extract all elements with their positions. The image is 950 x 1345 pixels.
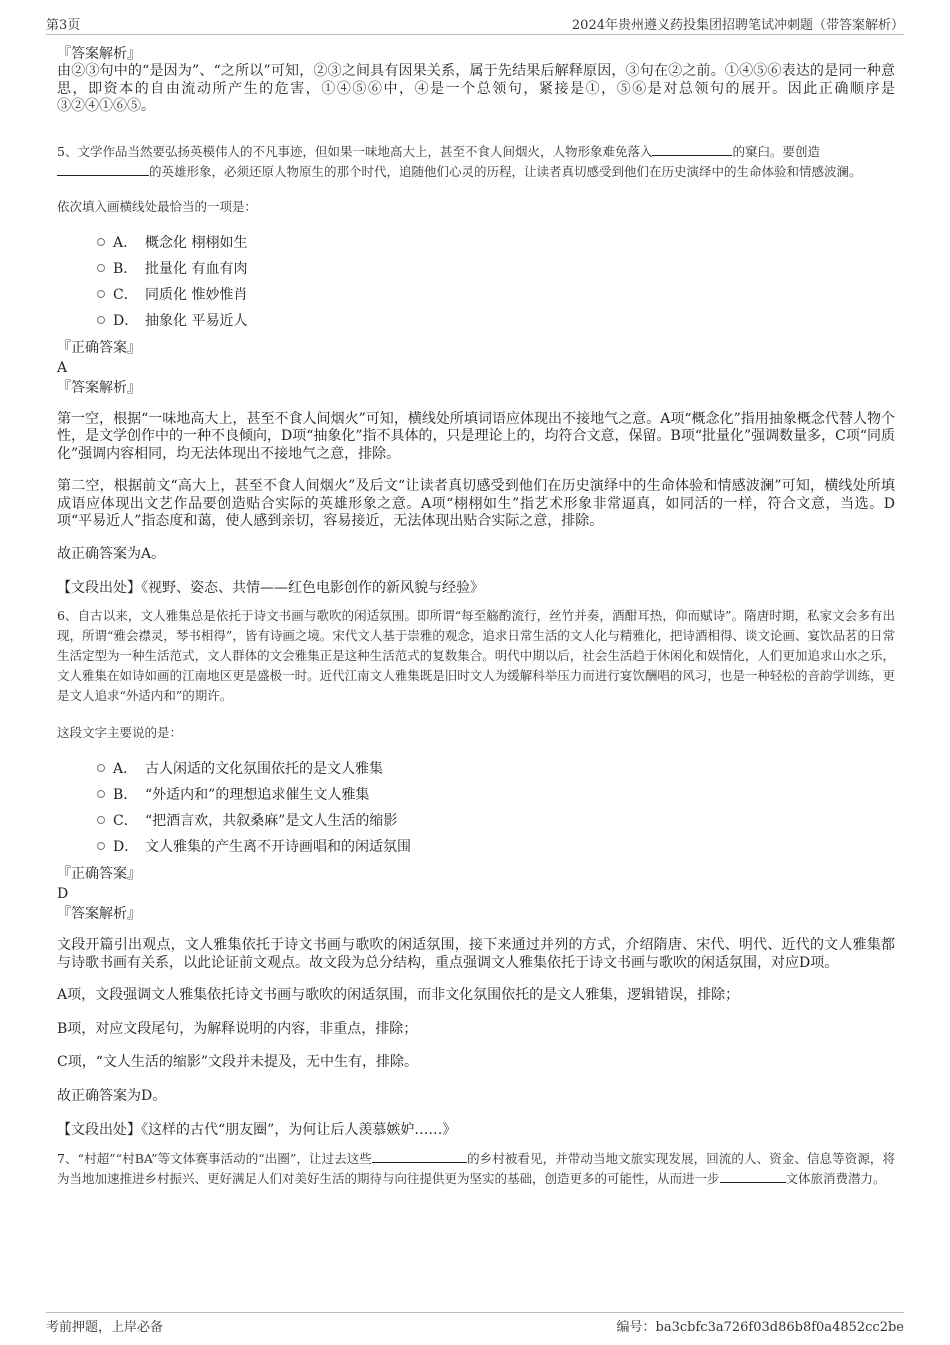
option-text: 古人闲适的文化氛围依托的是文人雅集 xyxy=(145,761,383,777)
fill-blank xyxy=(652,142,732,156)
radio-icon[interactable] xyxy=(97,790,105,798)
correct-answer-label: 『正确答案』 xyxy=(57,866,141,882)
option-text: 抽象化 平易近人 xyxy=(145,312,248,329)
source-citation: 【文段出处】《视野、姿态、共情——红色电影创作的新风貌与经验》 xyxy=(57,580,484,596)
option-d[interactable] xyxy=(57,308,895,334)
radio-icon[interactable] xyxy=(97,764,105,772)
analysis-paragraph-4: C项，“文人生活的缩影”文段并未提及，无中生有，排除。 xyxy=(57,1054,419,1070)
option-b[interactable] xyxy=(57,256,895,282)
option-letter: A． xyxy=(113,761,138,777)
question-7-text-part2: 的乡村被看见，并带动当地文旅实现发展，回流的人、资金、信息等资源，将为当地加速推进乡村振兴、更好满足人们对美好生活的期待与向往提供更为坚实的基础，创造更多的可能性，从而进一步 xyxy=(57,1151,895,1186)
option-text: 批量化 有血有肉 xyxy=(145,260,248,277)
document-id: 编号：ba3cbfc3a726f03d86b8f0a4852cc2be xyxy=(616,1320,904,1335)
question-5-text-part1: 5、文学作品当然要弘扬英模伟人的不凡事迹，但如果一味地高大上，甚至不食人间烟火，人物形象难免落入 xyxy=(57,143,653,159)
question-5-text-part3: 的英雄形象，必须还原人物原生的那个时代，追随他们心灵的历程，让读者真切感受到他们在历史演绎中的生命体验和情感波澜。 xyxy=(149,163,862,179)
correct-answer: D xyxy=(57,886,69,902)
question-5-options xyxy=(57,230,895,334)
radio-icon[interactable] xyxy=(97,238,105,246)
correct-answer-label: 『正确答案』 xyxy=(57,339,141,356)
radio-icon[interactable] xyxy=(97,816,105,824)
radio-icon[interactable] xyxy=(97,290,105,298)
page-content xyxy=(57,46,895,1189)
question-6-text: 6、自古以来，文人雅集总是依托于诗文书画与歌吹的闲适氛围。即所谓“每至觞酌流行，丝竹并奏，酒酣耳热，仰而赋诗”。隋唐时期，私家文会多有出现，所谓“雅会襟灵，琴书相得”，皆有诗画之境。宋代文人基于崇雅的观念，追求日常生活的文人化与精雅化，把诗酒相得、谈文论画、宴饮品茗的日常生活定型为一种生活范式，文人群体的文会雅集正是这种生活范式的复数集合。明代中期以后，社会生活趋于休闲化和娱情化，人们更加追求山水之乐，文人雅集在如诗如画的江南地区更是盛极一时。近代江南文人雅集既是旧时文人为缓解科举压力而进行宴饮酬唱的风习，也是一种轻松的音韵学训练，更是文人追求“外适内和”的期许。 xyxy=(57,608,895,703)
page-header xyxy=(46,14,904,35)
source-citation: 【文段出处】《这样的古代“朋友圈”，为何让后人羡慕嫉妒……》 xyxy=(57,1122,457,1138)
option-letter: D． xyxy=(113,312,139,329)
option-a[interactable] xyxy=(57,230,895,256)
analysis-label: 『答案解析』 xyxy=(57,379,141,396)
option-text: “把酒言欢，共叙桑麻”是文人生活的缩影 xyxy=(145,813,398,829)
option-text: 同质化 惟妙惟肖 xyxy=(145,286,248,303)
analysis-paragraph-2: 第二空，根据前文“高大上，甚至不食人间烟火”及后文“让读者真切感受到他们在历史演绎中的生命体验和情感波澜”可知，横线处所填成语应体现出文艺作品要创造贴合实际的英雄形象之意。A项“栩栩如生”指艺术形象非常逼真，如同活的一样，符合文意，当选。D项“平易近人”指态度和蔼，使人感到亲切，容易接近，无法体现出贴合实际之意，排除。 xyxy=(57,478,895,529)
option-letter: D． xyxy=(113,839,139,855)
correct-answer: A xyxy=(57,359,68,376)
analysis-paragraph-1: 第一空，根据“一味地高大上，甚至不食人间烟火”可知，横线处所填词语应体现出不接地气之意。A项“概念化”指用抽象概念代替人物个性，是文学创作中的一种不良倾向，D项“抽象化”指不具体的，只是理论上的，均符合文意，保留。B项“批量化”强调数量多，C项“同质化”强调内容相同，均无法体现出不接地气之意，排除。 xyxy=(57,410,896,462)
analysis-label: 『答案解析』 xyxy=(57,906,141,922)
question-7-text xyxy=(57,1149,895,1189)
footer-slogan: 考前押题，上岸必备 xyxy=(46,1320,164,1335)
question-6-prompt: 这段文字主要说的是： xyxy=(57,725,183,740)
option-c[interactable] xyxy=(57,808,895,834)
question-5-prompt: 依次填入画横线处最恰当的一项是： xyxy=(57,198,258,214)
option-letter: C． xyxy=(113,286,138,303)
option-letter: B． xyxy=(113,787,138,803)
analysis-conclusion: 故正确答案为A。 xyxy=(57,545,166,562)
analysis-paragraph-3: B项，对应文段尾句，为解释说明的内容，非重点，排除； xyxy=(57,1020,418,1037)
page-footer xyxy=(46,1312,904,1340)
analysis-paragraph-2: A项，文段强调文人雅集依托诗文书画与歌吹的闲适氛围，而非文化氛围依托的是文人雅集，逻辑错误，排除； xyxy=(57,987,740,1003)
question-7-text-part3: 文体旅消费潜力。 xyxy=(785,1171,886,1186)
option-b[interactable] xyxy=(57,782,895,808)
document-title: 2024年贵州遵义药投集团招聘笔试冲刺题（带答案解析） xyxy=(571,18,904,33)
page-number: 第3页 xyxy=(46,18,81,33)
analysis-paragraph-1: 文段开篇引出观点，文人雅集依托于诗文书画与歌吹的闲适氛围，接下来通过并列的方式，介绍隋唐、宋代、明代、近代的文人雅集都与诗歌书画有关系，以此论证前文观点。故文段为总分结构，重点强调文人雅集依托于诗文书画与歌吹的闲适氛围，对应D项。 xyxy=(57,937,895,971)
question-7-text-part1: 7、“村超”“村BA”等文体赛事活动的“出圈”，让过去这些 xyxy=(57,1151,372,1166)
option-letter: C． xyxy=(113,813,138,829)
fill-blank xyxy=(372,1149,467,1163)
radio-icon[interactable] xyxy=(97,264,105,272)
fill-blank xyxy=(57,162,149,176)
analysis-conclusion: 故正确答案为D。 xyxy=(57,1087,167,1104)
option-text: “外适内和”的理想追求催生文人雅集 xyxy=(145,787,370,803)
option-letter: B． xyxy=(113,260,138,277)
question-5-text xyxy=(57,142,895,182)
option-c[interactable] xyxy=(57,282,895,308)
option-text: 文人雅集的产生离不开诗画唱和的闲适氛围 xyxy=(145,839,411,855)
analysis-text: 由②③句中的“是因为”、“之所以”可知，②③之间具有因果关系，属于先结果后解释原因，③句在②之前。①④⑤⑥表达的是同一种意思，即资本的自由流动所产生的危害，①④⑤⑥中，④是一个总领句，紧接是①，⑤⑥是对总领句的展开。因此正确顺序是③②④①⑥⑤。 xyxy=(57,63,895,114)
question-5-text-part2: 的窠臼。要创造 xyxy=(732,143,820,159)
radio-icon[interactable] xyxy=(97,316,105,324)
question-6-options xyxy=(57,756,895,860)
radio-icon[interactable] xyxy=(97,842,105,850)
option-a[interactable] xyxy=(57,756,895,782)
option-d[interactable] xyxy=(57,834,895,860)
fill-blank xyxy=(720,1169,786,1183)
analysis-label: 『答案解析』 xyxy=(57,46,141,62)
option-letter: A． xyxy=(113,234,138,251)
option-text: 概念化 栩栩如生 xyxy=(145,234,248,251)
